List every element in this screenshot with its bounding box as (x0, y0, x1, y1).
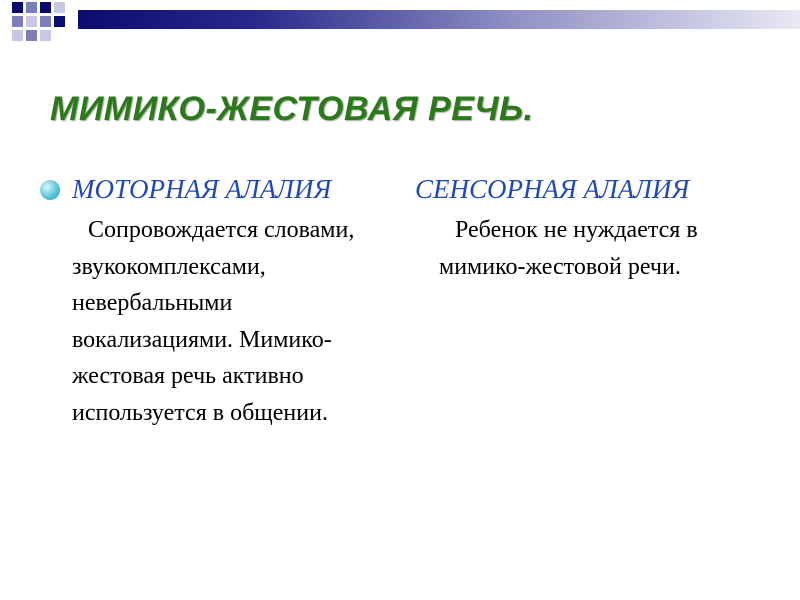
decor-square (40, 16, 51, 27)
left-column-heading: МОТОРНАЯ АЛАЛИЯ (72, 174, 332, 204)
decor-square (40, 2, 51, 13)
right-column-heading: СЕНСОРНАЯ АЛАЛИЯ (415, 174, 690, 204)
decor-square (26, 16, 37, 27)
decorative-header-band (0, 0, 800, 46)
left-column (40, 172, 400, 431)
bullet-icon (40, 180, 60, 200)
slide-title: МИМИКО-ЖЕСТОВАЯ РЕЧЬ. (50, 90, 534, 128)
header-gradient-bar (78, 10, 800, 29)
decor-square (26, 2, 37, 13)
right-column (412, 172, 772, 285)
left-column-heading-row (40, 172, 400, 206)
decor-square (54, 2, 65, 13)
decor-square (12, 2, 23, 13)
right-column-body: Ребенок не нуждается в мимико-жестовой речи. (439, 217, 698, 280)
decor-square (12, 16, 23, 27)
decor-square (40, 30, 51, 41)
decor-square (26, 30, 37, 41)
decor-square (54, 16, 65, 27)
right-column-heading-row (412, 172, 772, 206)
left-column-body: Сопровождается словами, звукокомплексами, невербальными вокализациями. Мимико-жестовая речь активно используется в общении. (72, 217, 355, 426)
decor-square (12, 30, 23, 41)
